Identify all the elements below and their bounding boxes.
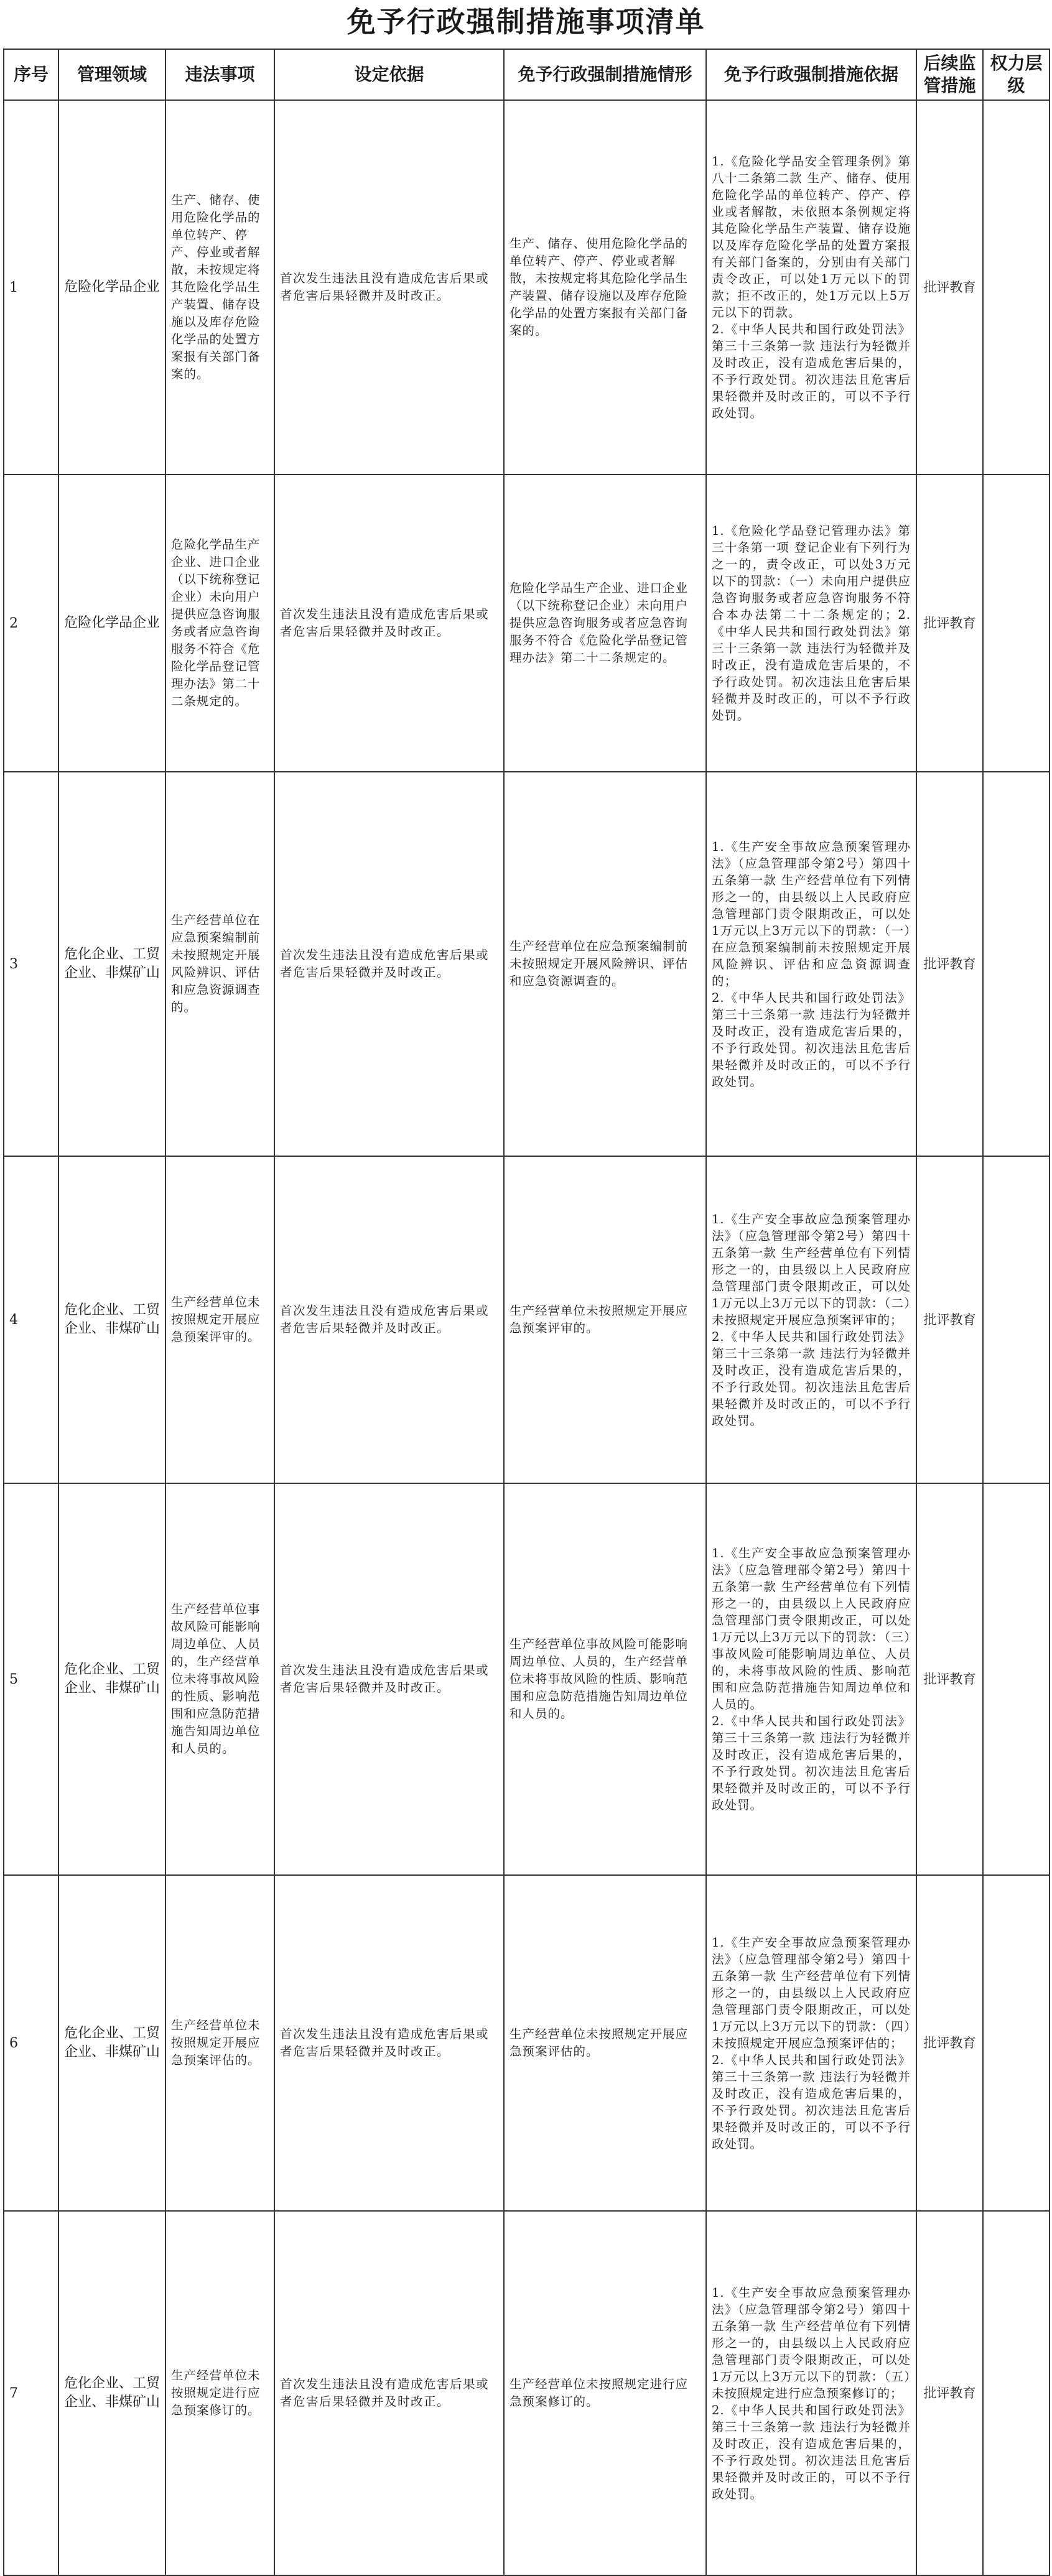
row-level (983, 475, 1050, 772)
row-field: 危化企业、工贸企业、非煤矿山 (58, 1875, 165, 2211)
row-situation: 生产经营单位未按照规定开展应急预案评估的。 (504, 1875, 706, 2211)
row-field: 危险化学品企业 (58, 100, 165, 475)
row-basis: 首次发生违法且没有造成危害后果或者危害后果轻微并及时改正。 (274, 475, 504, 772)
header-law: 免予行政强制措施依据 (706, 49, 916, 100)
row-basis: 首次发生违法且没有造成危害后果或者危害后果轻微并及时改正。 (274, 2211, 504, 2575)
law-item-1: 1.《生产安全事故应急预案管理办法》（应急管理部令第2号）第四十五条第一款 生产经营单位有下列情形之一的，由县级以上人民政府应急管理部门责令限期改正，可以处1万元以上3万元以下的罚款：（五）未按照规定进行应急预案修订的； (712, 2285, 911, 2401)
row-no: 5 (4, 1483, 58, 1875)
row-basis: 首次发生违法且没有造成危害后果或者危害后果轻微并及时改正。 (274, 1875, 504, 2211)
page-title: 免予行政强制措施事项清单 (347, 5, 705, 39)
matters-table (3, 49, 1050, 2576)
row-law (706, 1156, 916, 1483)
row-supervision: 批评教育 (916, 1156, 983, 1483)
row-situation: 生产经营单位未按照规定开展应急预案评审的。 (504, 1156, 706, 1483)
row-law (706, 2211, 916, 2575)
header-supervision: 后续监管措施 (916, 49, 983, 100)
row-violation: 生产经营单位未按照规定开展应急预案评估的。 (165, 1875, 274, 2211)
row-situation: 生产、储存、使用危险化学品的单位转产、停产、停业或者解散，未按规定将其危险化学品生产装置、储存设施以及库存危险化学品的处置方案报有关部门备案的。 (504, 100, 706, 475)
row-basis: 首次发生违法且没有造成危害后果或者危害后果轻微并及时改正。 (274, 772, 504, 1156)
law-item-2: 2.《中华人民共和国行政处罚法》第三十三条第一款 违法行为轻微并及时改正，没有造成危害后果的，不予行政处罚。初次违法且危害后果轻微并及时改正的，可以不予行政处罚。 (712, 1329, 911, 1428)
header-basis: 设定依据 (274, 49, 504, 100)
row-situation: 生产经营单位在应急预案编制前未按照规定开展风险辨识、评估和应急资源调查的。 (504, 772, 706, 1156)
row-supervision: 批评教育 (916, 475, 983, 772)
law-item-2: 2.《中华人民共和国行政处罚法》第三十三条第一款 违法行为轻微并及时改正，没有造成危害后果的，不予行政处罚。初次违法且危害后果轻微并及时改正的，可以不予行政处罚。 (712, 2402, 911, 2501)
row-field: 危化企业、工贸企业、非煤矿山 (58, 772, 165, 1156)
table-row (4, 1875, 1050, 2211)
row-no: 4 (4, 1156, 58, 1483)
row-violation: 生产、储存、使用危险化学品的单位转产、停产、停业或者解散，未按规定将其危险化学品生产装置、储存设施以及库存危险化学品的处置方案报有关部门备案的。 (165, 100, 274, 475)
table-row (4, 1156, 1050, 1483)
row-violation: 生产经营单位在应急预案编制前未按照规定开展风险辨识、评估和应急资源调查的。 (165, 772, 274, 1156)
header-level: 权力层级 (983, 49, 1050, 100)
row-situation: 危险化学品生产企业、进口企业（以下统称登记企业）未向用户提供应急咨询服务或者应急咨询服务不符合《危险化学品登记管理办法》第二十二条规定的。 (504, 475, 706, 772)
law-item-2: 2.《中华人民共和国行政处罚法》第三十三条第一款 违法行为轻微并及时改正，没有造成危害后果的，不予行政处罚。初次违法且危害后果轻微并及时改正的，可以不予行政处罚。 (712, 322, 911, 420)
row-law (706, 1483, 916, 1875)
row-supervision: 批评教育 (916, 772, 983, 1156)
header-violation: 违法事项 (165, 49, 274, 100)
row-level (983, 2211, 1050, 2575)
row-no: 3 (4, 772, 58, 1156)
row-no: 6 (4, 1875, 58, 2211)
row-supervision: 批评教育 (916, 1875, 983, 2211)
row-basis: 首次发生违法且没有造成危害后果或者危害后果轻微并及时改正。 (274, 100, 504, 475)
row-violation: 生产经营单位未按照规定开展应急预案评审的。 (165, 1156, 274, 1483)
row-violation: 生产经营单位未按照规定进行应急预案修订的。 (165, 2211, 274, 2575)
table-row (4, 1483, 1050, 1875)
header-no: 序号 (4, 49, 58, 100)
row-law (706, 475, 916, 772)
law-item-2: 2.《中华人民共和国行政处罚法》第三十三条第一款 违法行为轻微并及时改正，没有造成危害后果的，不予行政处罚。初次违法且危害后果轻微并及时改正的，可以不予行政处罚。 (712, 1714, 911, 1812)
row-no: 1 (4, 100, 58, 475)
table-row (4, 100, 1050, 475)
law-item-1: 1.《危险化学品登记管理办法》第三十条第一项 登记企业有下列行为之一的，责令改正，可以处3万元以下的罚款：（一）未向用户提供应急咨询服务或者应急咨询服务不符合本办法第二十二条规定的；2.《中华人民共和国行政处罚法》第三十三条第一款 违法行为轻微并及时改正，没有造成危害后果的，不予行政处罚。初次违法且危害后果轻微并及时改正的，可以不予行政处罚。 (712, 524, 911, 723)
table-row (4, 475, 1050, 772)
row-supervision: 批评教育 (916, 100, 983, 475)
row-supervision: 批评教育 (916, 2211, 983, 2575)
row-no: 2 (4, 475, 58, 772)
table-header-row (4, 49, 1050, 100)
row-level (983, 1875, 1050, 2211)
row-field: 危化企业、工贸企业、非煤矿山 (58, 2211, 165, 2575)
row-law (706, 772, 916, 1156)
table-row (4, 2211, 1050, 2575)
law-item-2: 2.《中华人民共和国行政处罚法》第三十三条第一款 违法行为轻微并及时改正，没有造成危害后果的，不予行政处罚。初次违法且危害后果轻微并及时改正的，可以不予行政处罚。 (712, 990, 911, 1089)
row-law (706, 1875, 916, 2211)
row-field: 危化企业、工贸企业、非煤矿山 (58, 1483, 165, 1875)
row-field: 危险化学品企业 (58, 475, 165, 772)
header-situation: 免予行政强制措施情形 (504, 49, 706, 100)
row-field: 危化企业、工贸企业、非煤矿山 (58, 1156, 165, 1483)
law-item-1: 1.《生产安全事故应急预案管理办法》（应急管理部令第2号）第四十五条第一款 生产经营单位有下列情形之一的，由县级以上人民政府应急管理部门责令限期改正，可以处1万元以上3万元以下的罚款：（二）未按照规定开展应急预案评审的； (712, 1212, 911, 1327)
row-level (983, 1156, 1050, 1483)
law-item-1: 1.《生产安全事故应急预案管理办法》（应急管理部令第2号）第四十五条第一款 生产经营单位有下列情形之一的，由县级以上人民政府应急管理部门责令限期改正，可以处1万元以上3万元以下的罚款：（三）事故风险可能影响周边单位、人员的，未将事故风险的性质、影响范围和应急防范措施告知周边单位和人员的。 (712, 1546, 911, 1712)
row-no: 7 (4, 2211, 58, 2575)
row-basis: 首次发生违法且没有造成危害后果或者危害后果轻微并及时改正。 (274, 1483, 504, 1875)
row-law (706, 100, 916, 475)
header-field: 管理领域 (58, 49, 165, 100)
law-item-2: 2.《中华人民共和国行政处罚法》第三十三条第一款 违法行为轻微并及时改正，没有造成危害后果的，不予行政处罚。初次违法且危害后果轻微并及时改正的，可以不予行政处罚。 (712, 2052, 911, 2151)
row-violation: 生产经营单位事故风险可能影响周边单位、人员的，生产经营单位未将事故风险的性质、影响范围和应急防范措施告知周边单位和人员的。 (165, 1483, 274, 1875)
row-situation: 生产经营单位未按照规定进行应急预案修订的。 (504, 2211, 706, 2575)
row-basis: 首次发生违法且没有造成危害后果或者危害后果轻微并及时改正。 (274, 1156, 504, 1483)
law-item-1: 1.《危险化学品安全管理条例》第八十二条第二款 生产、储存、使用危险化学品的单位转产、停产、停业或者解散，未依照本条例规定将其危险化学品生产装置、储存设施以及库存危险化学品的处置方案报有关部门备案的，分别由有关部门责令改正，可以处1万元以下的罚款；拒不改正的，处1万元以上5万元以下的罚款。 (712, 154, 911, 320)
row-level (983, 772, 1050, 1156)
table-row (4, 772, 1050, 1156)
row-level (983, 1483, 1050, 1875)
law-item-1: 1.《生产安全事故应急预案管理办法》（应急管理部令第2号）第四十五条第一款 生产经营单位有下列情形之一的，由县级以上人民政府应急管理部门责令限期改正，可以处1万元以上3万元以下的罚款：（四）未按照规定开展应急预案评估的； (712, 1935, 911, 2050)
row-supervision: 批评教育 (916, 1483, 983, 1875)
row-level (983, 100, 1050, 475)
row-violation: 危险化学品生产企业、进口企业（以下统称登记企业）未向用户提供应急咨询服务或者应急咨询服务不符合《危险化学品登记管理办法》第二十二条规定的。 (165, 475, 274, 772)
law-item-1: 1.《生产安全事故应急预案管理办法》（应急管理部令第2号）第四十五条第一款 生产经营单位有下列情形之一的，由县级以上人民政府应急管理部门责令限期改正，可以处1万元以上3万元以下的罚款：（一）在应急预案编制前未按照规定开展风险辨识、评估和应急资源调查的； (712, 839, 911, 988)
row-situation: 生产经营单位事故风险可能影响周边单位、人员的，生产经营单位未将事故风险的性质、影响范围和应急防范措施告知周边单位和人员的。 (504, 1483, 706, 1875)
